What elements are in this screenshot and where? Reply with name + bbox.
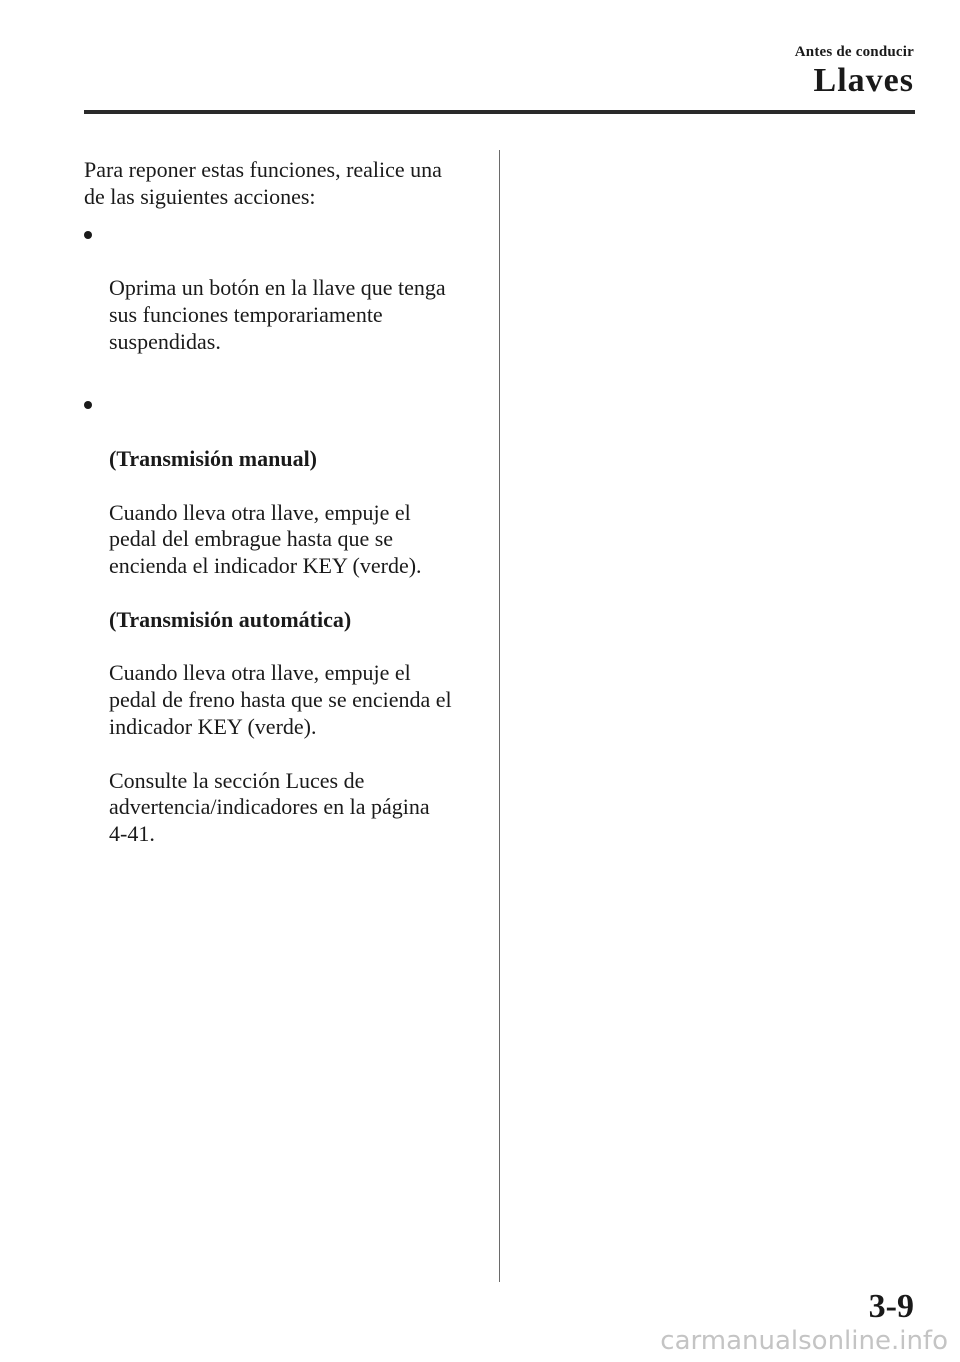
bullet-dot-icon: [84, 231, 92, 239]
automatic-transmission-text: Cuando lleva otra llave, empuje el pedal de freno hasta que se encienda el indicador KEY (verde).: [109, 660, 452, 739]
manual-transmission-heading: (Transmisión manual): [109, 445, 318, 471]
automatic-transmission-heading: (Transmisión automática): [109, 606, 352, 632]
watermark: carmanualsonline.info: [660, 1326, 948, 1356]
manual-transmission-text: Cuando lleva otra llave, empuje el pedal del embrague hasta que se encienda el indicador KEY (verde).: [109, 499, 422, 579]
intro-paragraph: Para reponer estas funciones, realice una de las siguientes acciones:: [84, 157, 442, 209]
bullet-item-2: [84, 392, 484, 874]
chapter-title: Llaves: [813, 62, 914, 99]
page-number: 3-9: [868, 1288, 914, 1325]
bullet-item-1: [84, 222, 484, 383]
bullet-text-1: Oprima un botón en la llave que tenga sus funciones temporariamente suspendidas.: [109, 275, 446, 354]
reference-text: Consulte la sección Luces de advertencia/indicadores en la página 4-41.: [109, 767, 430, 847]
column-divider: [499, 150, 500, 1282]
left-column: [84, 157, 484, 875]
section-label: Antes de conducir: [794, 44, 914, 60]
header-rule: [84, 110, 915, 114]
bullet-dot-icon: [84, 401, 92, 409]
